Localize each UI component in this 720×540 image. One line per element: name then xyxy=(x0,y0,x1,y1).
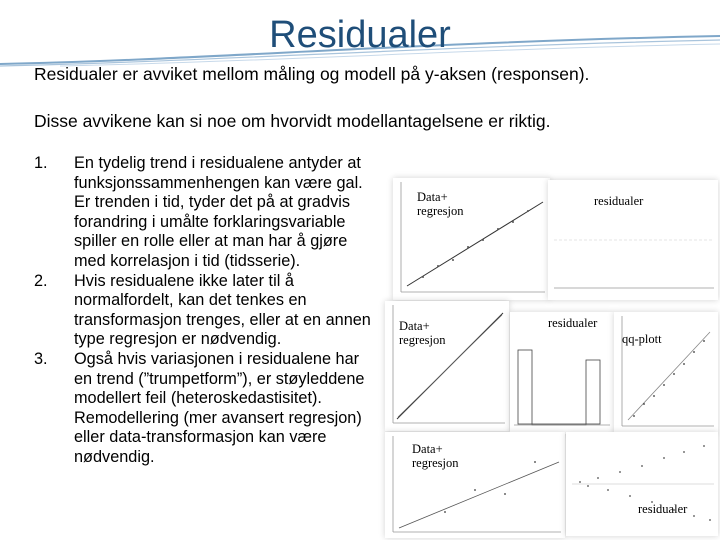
row3-residual-label: residualer xyxy=(638,502,688,516)
list-text: Hvis residualene ikke later til å normalfordelt, kan det tenkes en transformasjon trenges, eller at en annen type regresjon er nødvendig. xyxy=(74,271,371,349)
list-number: 1. xyxy=(34,154,48,172)
row3-data-plot xyxy=(385,432,565,538)
row2-qq-label: qq-plott xyxy=(622,332,662,346)
row2-qq-plot xyxy=(614,312,718,434)
slide-title: Residualer xyxy=(269,14,451,56)
numbered-list xyxy=(34,154,379,468)
row2-residual-label: residualer xyxy=(548,316,598,330)
row2-data-label: Data+ regresjon xyxy=(399,319,446,347)
list-text: En tydelig trend i residualene antyder at funksjonssammenhengen kan være gal. Er trenden i tid, tyder det på at gradvis forandring i umålte forklaringsvariable spiller en rolle eller at man har å gjøre med korrelasjon i tid (tidsserie). xyxy=(74,154,363,270)
list-item xyxy=(34,350,379,468)
list-number: 3. xyxy=(34,349,48,368)
row2-residual-histogram xyxy=(510,312,614,434)
intro-line-2: Disse avvikene kan si noe om hvorvidt modellantagelsene er riktig. xyxy=(34,111,551,131)
list-item xyxy=(34,154,379,272)
row3-residual-plot xyxy=(566,432,718,536)
row1-data-label: Data+ regresjon xyxy=(417,190,464,218)
row1-residual-label: residualer xyxy=(594,194,644,208)
list-number: 2. xyxy=(34,271,48,290)
intro-line-1: Residualer er avviket mellom måling og modell på y-aksen (responsen). xyxy=(34,64,590,84)
list-item xyxy=(34,272,379,350)
list-text: Også hvis variasjonen i residualene har en trend (”trumpetform”), er støyleddene modellert feil (heteroskedastisitet). Remodellering (mer avansert regresjon) eller data-transformasjon kan være nødvendig. xyxy=(74,349,365,466)
row1-residual-plot xyxy=(548,180,718,300)
row1-data-plot xyxy=(393,178,550,300)
row2-data-plot xyxy=(385,301,509,431)
row3-data-label: Data+ regresjon xyxy=(412,442,459,470)
